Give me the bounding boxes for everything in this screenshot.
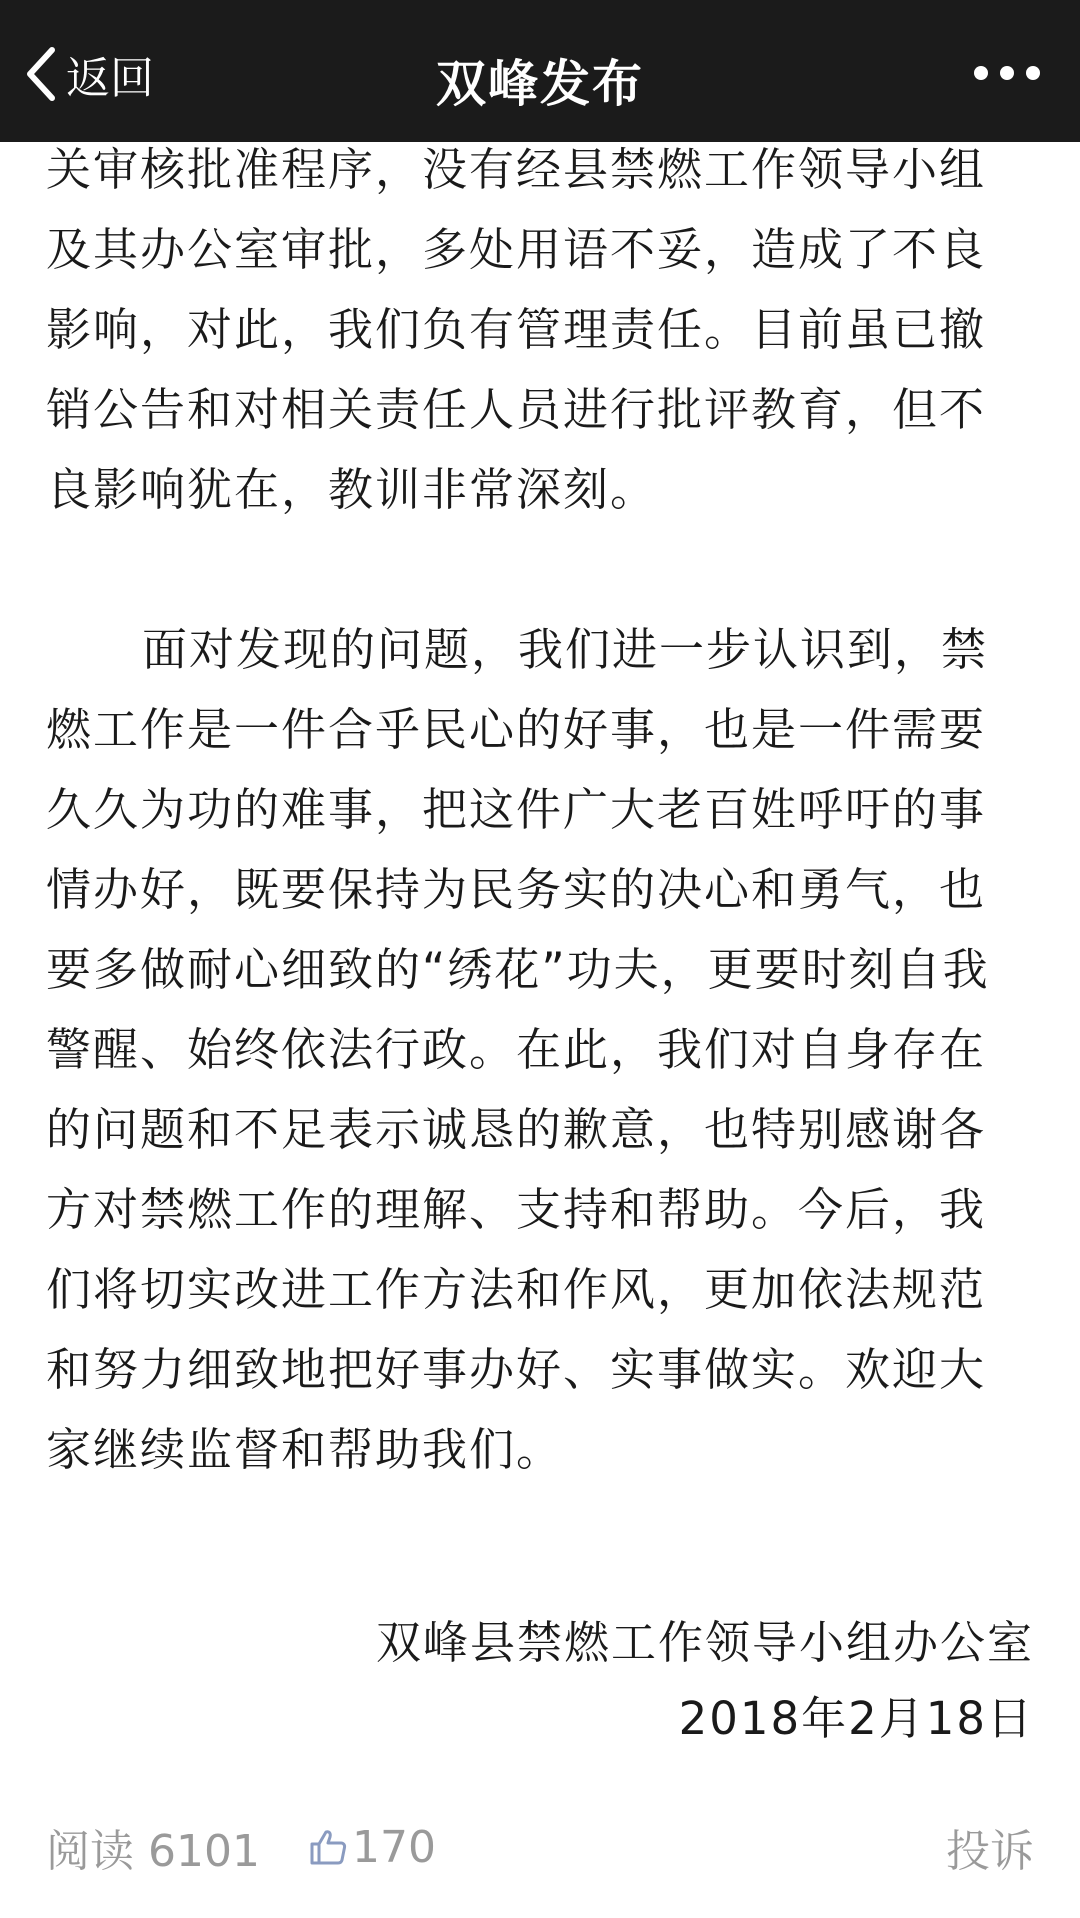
article-body [46, 130, 1006, 1490]
page-title: 双峰发布 [436, 55, 644, 113]
like-button[interactable] [308, 1822, 436, 1873]
article-paragraph-1: 关审核批准程序，没有经县禁燃工作领导小组及其办公室审批，多处用语不妥，造成了不良影响，对此，我们负有管理责任。目前虽已撤销公告和对相关责任人员进行批评教育，但不良影响犹在，教训非常深刻。 [46, 143, 987, 516]
signature-organization: 双峰县禁燃工作领导小组办公室 [375, 1616, 1034, 1669]
back-label: 返回 [66, 53, 154, 104]
article-signature [376, 1605, 1034, 1757]
article-paragraph-2: 面对发现的问题，我们进一步认识到，禁燃工作是一件合乎民心的好事，也是一件需要久久为功的难事，把这件广大老百姓呼吁的事情办好，既要保持为民务实的决心和勇气，也要多做耐心细致的“绣花”功夫，更要时刻自我警醒、始终依法行政。在此，我们对自身存在的问题和不足表示诚恳的歉意，也特别感谢各方对禁燃工作的理解、支持和帮助。今后，我们将切实改进工作方法和作风，更加依法规范和努力细致地把好事办好、实事做实。欢迎大家继续监督和帮助我们。 [46, 623, 990, 1476]
complain-link[interactable]: 投诉 [946, 1826, 1034, 1877]
thumbs-up-icon [308, 1827, 348, 1867]
top-navigation-bar [0, 0, 1080, 142]
more-dots-icon [1026, 66, 1040, 80]
more-dots-icon [974, 66, 988, 80]
signature-date: 2018年2月18日 [678, 1692, 1034, 1745]
article-footer [46, 1812, 1034, 1882]
more-options-button[interactable] [974, 58, 1040, 88]
read-count: 阅读 6101 [46, 1826, 260, 1877]
paragraph-spacer [46, 530, 1006, 610]
like-count: 170 [351, 1821, 436, 1873]
more-dots-icon [1000, 66, 1014, 80]
